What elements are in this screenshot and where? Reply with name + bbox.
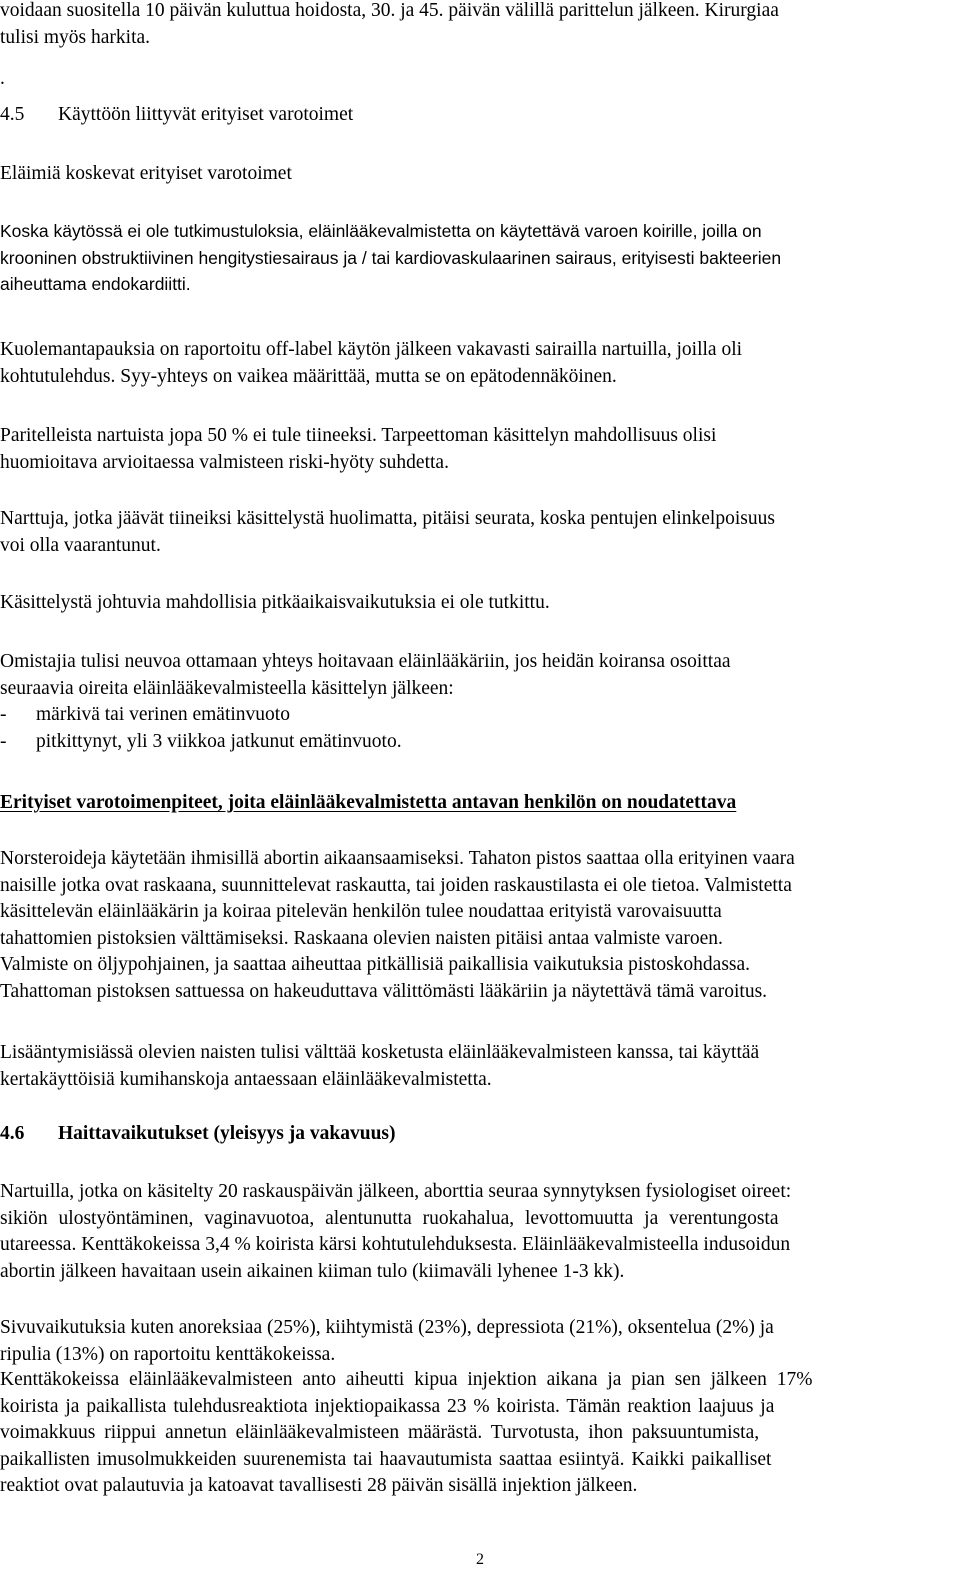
- intro-paragraph: [0, 0, 956, 51]
- text-line: voimakkuus riippui annetun eläinlääkevalmisteen määrästä. Turvotusta, ihon paksuuntumista,: [0, 1422, 760, 1443]
- paragraph-pregnancy-rate: [0, 423, 956, 476]
- text-line: käsittelevän eläinlääkärin ja koiraa pitelevän henkilön tulee noudattaa erityistä varovaisuutta: [0, 901, 722, 922]
- text-line: Norsteroideja käytetään ihmisillä abortin aikaansaamiseksi. Tahaton pistos saattaa olla erityinen vaara: [0, 848, 795, 869]
- text-line: Lisääntymisiässä olevien naisten tulisi välttää kosketusta eläinlääkevalmisteen kanssa, tai käyttää: [0, 1042, 760, 1063]
- text-line: koirista ja paikallista tulehdusreaktiota injektiopaikassa 23 % koirista. Tämän reaktion laajuus ja: [0, 1395, 775, 1417]
- text-line: seuraavia oireita eläinlääkevalmisteella käsittelyn jälkeen:: [0, 677, 454, 699]
- subheading-user-precautions: Erityiset varotoimenpiteet, joita eläinlääkevalmistetta antavan henkilön on noudatettava: [0, 792, 737, 813]
- text-line: Paritelleista nartuista jopa 50 % ei tule tiineeksi. Tarpeettoman käsittelyn mahdollisuus olisi: [0, 425, 717, 446]
- list-dash: -: [0, 730, 7, 752]
- section-title: Käyttöön liittyvät erityiset varotoimet: [58, 104, 354, 125]
- paragraph-side-effects: [0, 1315, 956, 1368]
- text-line: Omistajia tulisi neuvoa ottamaan yhteys hoitavaan eläinlääkäriin, jos heidän koiransa osoittaa: [0, 651, 731, 672]
- text-line: sikiön ulostyöntäminen, vaginavuotoa, alentunutta ruokahalua, levottomuutta ja verentungosta: [0, 1207, 779, 1229]
- paragraph-long-term: Käsittelystä johtuvia mahdollisia pitkäaikaisvaikutuksia ei ole tutkittu.: [0, 592, 550, 613]
- text-line: paikallisten imusolmukkeiden suurenemista tai haavautumista saattaa esiintyä. Kaikki paikalliset: [0, 1448, 772, 1470]
- text-line: Kenttäkokeissa eläinlääkevalmisteen anto aiheutti kipua injektion aikana ja pian sen jälkeen 17%: [0, 1369, 813, 1390]
- subheading-animals: Eläimiä koskevat erityiset varotoimet: [0, 163, 292, 184]
- paragraph-norsteroids: [0, 846, 956, 1005]
- section-number: 4.6: [0, 1123, 25, 1144]
- text-line: Nartuilla, jotka on käsitelty 20 raskauspäivän jälkeen, aborttia seuraa synnytyksen fysiologiset oireet:: [0, 1181, 792, 1202]
- intro-line: tulisi myös harkita.: [0, 26, 151, 48]
- list-item-text: pitkittynyt, yli 3 viikkoa jatkunut emätinvuoto.: [36, 730, 402, 752]
- section-heading-4-6: [0, 1123, 396, 1145]
- list-item: [0, 729, 956, 756]
- text-line: Tahattoman pistoksen sattuessa on hakeuduttava välittömästi lääkäriin ja näytettävä tämä varoitus.: [0, 980, 768, 1002]
- text-line: reaktiot ovat palautuvia ja katoavat tavallisesti 28 päivän sisällä injektion jälkeen.: [0, 1475, 638, 1496]
- paragraph-monitoring: [0, 506, 956, 559]
- text-line: ripulia (13%) on raportoitu kenttäkokeissa.: [0, 1343, 336, 1365]
- list-item-text: märkivä tai verinen emätinvuoto: [36, 704, 290, 725]
- text-line: Kuolemantapauksia on raportoitu off-label käytön jälkeen vakavasti sairailla nartuilla, joilla oli: [0, 339, 743, 360]
- text-line: aiheuttama endokardiitti.: [0, 274, 191, 294]
- list-dash: -: [0, 704, 7, 725]
- intro-line: voidaan suositella 10 päivän kuluttua hoidosta, 30. ja 45. päivän välillä parittelun jälkeen. Kirurgiaa: [0, 0, 779, 21]
- text-line: Narttuja, jotka jäävät tiineiksi käsittelystä huolimatta, pitäisi seurata, koska pentujen elinkelpoisuus: [0, 508, 775, 529]
- text-line: abortin jälkeen havaitaan usein aikainen kiiman tulo (kiimaväli lyhenee 1-3 kk).: [0, 1260, 625, 1282]
- text-line: voi olla vaarantunut.: [0, 534, 161, 556]
- section-title: Haittavaikutukset (yleisyys ja vakavuus): [58, 1123, 396, 1144]
- paragraph-field-trials: [0, 1367, 956, 1500]
- paragraph-abortion-signs: [0, 1179, 956, 1285]
- text-line: kertakäyttöisiä kumihanskoja antaessaan eläinlääkevalmistetta.: [0, 1068, 492, 1090]
- paragraph-reproductive-age: [0, 1040, 956, 1093]
- paragraph-owners: [0, 649, 956, 755]
- text-line: Koska käytössä ei ole tutkimustuloksia, eläinlääkevalmistetta on käytettävä varoen koirille, joilla on: [0, 221, 762, 241]
- paragraph-no-studies: [0, 218, 956, 298]
- section-heading-4-5: [0, 104, 353, 126]
- text-line: Sivuvaikutuksia kuten anoreksiaa (25%), kiihtymistä (23%), depressiota (21%), oksentelua (2%) ja: [0, 1317, 774, 1338]
- text-line: naisille jotka ovat raskaana, suunnittelevat raskautta, tai joiden raskaustilasta ei ole tietoa. Valmistetta: [0, 874, 792, 896]
- text-line: utareessa. Kenttäkokeissa 3,4 % koirista kärsi kohtutulehduksesta. Eläinlääkevalmisteella indusoidun: [0, 1234, 791, 1255]
- text-line: Valmiste on öljypohjainen, ja saattaa aiheuttaa pitkällisiä paikallisia vaikutuksia pistoskohdassa.: [0, 954, 751, 975]
- page-number: 2: [476, 1551, 484, 1568]
- section-number: 4.5: [0, 104, 25, 125]
- stray-dot: .: [0, 68, 5, 89]
- list-item: [0, 702, 956, 729]
- text-line: tahattomien pistoksien välttämiseksi. Raskaana olevien naisten pitäisi antaa valmiste varoen.: [0, 927, 723, 949]
- paragraph-deaths: [0, 337, 956, 390]
- text-line: huomioitava arvioitaessa valmisteen riski-hyöty suhdetta.: [0, 451, 449, 473]
- text-line: kohtutulehdus. Syy-yhteys on vaikea määrittää, mutta se on epätodennäköinen.: [0, 365, 617, 387]
- text-line: krooninen obstruktiivinen hengitystiesairaus ja / tai kardiovaskulaarinen sairaus, erityisesti bakteerien: [0, 247, 782, 268]
